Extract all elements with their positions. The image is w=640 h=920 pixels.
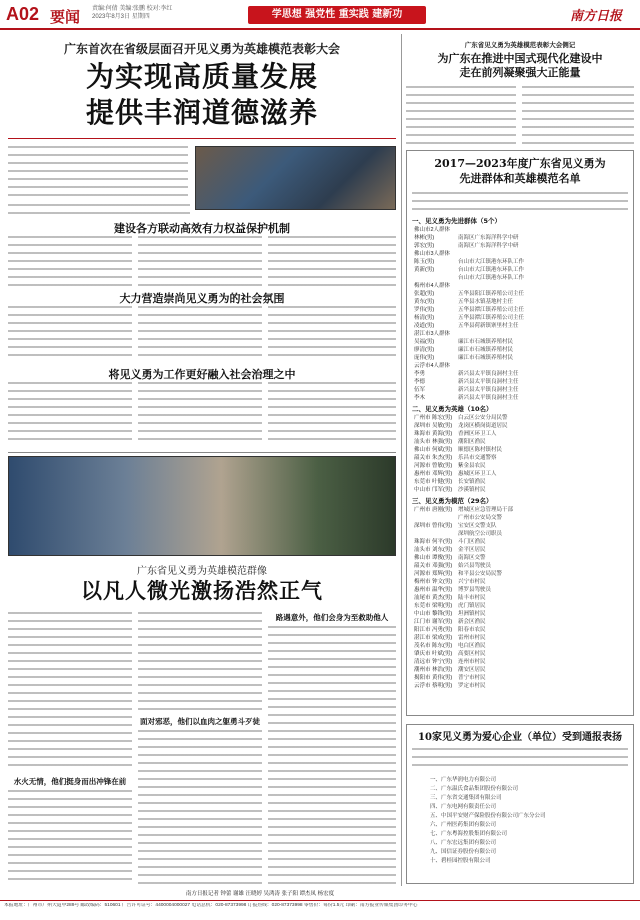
row-unit: 始兴县驾驶员: [458, 563, 492, 569]
newspaper-logo: 南方日报: [570, 9, 623, 24]
row-unit: 新兴县太平镇良洞村主任: [458, 379, 519, 385]
list-row: [414, 642, 628, 650]
list-row: [414, 258, 628, 266]
row-name: 珠海市 黄海(男): [414, 431, 453, 437]
row-name: 茂名市 陈东(男): [414, 643, 453, 649]
row-unit: 坦洲镇村民: [458, 611, 486, 617]
body-col-8: [138, 382, 262, 446]
feature-photo: [8, 456, 396, 556]
list-row: [414, 470, 628, 478]
right-title-line1: 为广东在推进中国式现代化建设中: [437, 52, 603, 65]
list-row: [414, 666, 628, 674]
row-name: 汕头市 刘东(男): [414, 547, 453, 553]
list-sec3-rows: [414, 506, 628, 690]
row-unit: 长安镇渔民: [458, 479, 486, 485]
row-name: 肇庆市 叶斌(男): [414, 651, 453, 657]
unit-item: 一、广东华润电力有限公司: [430, 777, 497, 783]
row-unit: 顺德区陈村镇村民: [458, 447, 503, 453]
row-unit: 南海区广东海洋科学中研: [458, 243, 519, 249]
list-row: [414, 478, 628, 486]
list-row: [414, 530, 628, 538]
list-row: [414, 422, 628, 430]
row-unit: 潮安区居民: [458, 667, 486, 673]
row-name: 江门市 谢军(男): [414, 619, 453, 625]
row-unit: 沙溪镇村民: [458, 487, 486, 493]
row-name: 深圳市 曾伟(男): [414, 523, 453, 529]
list-row: [414, 594, 628, 602]
list-row: [414, 586, 628, 594]
row-unit: 斗门区渔民: [458, 539, 486, 545]
row-unit: 香洲区环卫工人: [458, 431, 497, 437]
row-unit: 廉江市石城镇养殖村民: [458, 355, 514, 361]
list-row: [414, 362, 628, 370]
list-row: [414, 610, 628, 618]
row-name: 李木: [414, 395, 426, 401]
row-unit: 陆丰市村民: [458, 595, 486, 601]
row-unit: 龙岗区横岗街道居民: [458, 423, 508, 429]
row-name: 黄东(男): [414, 299, 435, 305]
unit-item: 六、广州医药集团有限公司: [430, 822, 497, 828]
row-unit: 南海区广东海洋科学中研: [458, 235, 519, 241]
list-row: [414, 674, 628, 682]
row-name: 汕头市 林强(男): [414, 439, 453, 445]
list-row: [414, 570, 628, 578]
list-row: [414, 266, 628, 274]
row-unit: 高要区村民: [458, 651, 486, 657]
list-row: [414, 650, 628, 658]
row-unit: 新兴县太平镇良洞村主任: [458, 387, 519, 393]
feature-col-2b: [138, 730, 262, 884]
list-row: [414, 538, 628, 546]
list-row: [414, 242, 628, 250]
row-name: 河源市 郑辉(男): [414, 571, 453, 577]
list-row: [414, 430, 628, 438]
row-unit: 南海区交警: [458, 555, 486, 561]
lead-title-line1: 为实现高质量发展: [85, 60, 318, 93]
list-row: [414, 506, 628, 514]
list-row: [414, 282, 628, 290]
row-name: 庞伟(男): [414, 355, 435, 361]
feature-subhead-3: 路遇意外，他们会身为至救助他人: [275, 613, 389, 622]
list-intro-text: [412, 192, 628, 212]
row-unit: 宝安区交警支队: [458, 523, 497, 529]
units-title: 10家见义勇为爱心企业（单位）受到通报表扬: [418, 732, 622, 743]
row-name: 吴福(男): [414, 339, 435, 345]
row-unit: 连州市村民: [458, 659, 486, 665]
row-unit: 五华县潭江镇养殖公司主任: [458, 307, 525, 313]
unit-item: 五、中国平安财产保险股份有限公司广东分公司: [430, 813, 546, 819]
row-unit: 深圳航空公司职员: [458, 531, 503, 537]
subhead-3: 将见义勇为工作更好融入社会治理之中: [108, 368, 296, 381]
list-sec3-label: 三、见义勇为模范（29名）: [412, 497, 493, 505]
row-name: 郭宏(男): [414, 243, 435, 249]
body-col-4: [8, 306, 132, 362]
lead-intro-text: [8, 146, 188, 202]
feature-title: 以凡人微光激扬浩然正气: [81, 578, 323, 603]
lead-title-line2: 提供丰润道德滋养: [85, 96, 318, 129]
list-row: [414, 658, 628, 666]
row-unit: 广州市公安局交警: [458, 515, 503, 521]
row-unit: 电白区渔民: [458, 643, 486, 649]
slogan-banner: 学思想 强党性 重实践 建新功: [248, 6, 426, 24]
lead-photo: [195, 146, 396, 210]
list-title-line1: 2017—2023年度广东省见义勇为: [434, 157, 606, 170]
row-name: 东莞市 梁明(男): [414, 603, 453, 609]
row-name: 广州市 陈宏(男): [414, 415, 453, 421]
body-col-3: [268, 236, 396, 286]
section-rule: [8, 452, 396, 453]
row-name: 杨清(男): [414, 315, 435, 321]
row-name: 揭阳市 黄伟(男): [414, 675, 453, 681]
row-unit: 博罗县驾驶员: [458, 587, 492, 593]
row-unit: 虎门镇居民: [458, 603, 486, 609]
row-name: 潮州市 林浩(男): [414, 667, 453, 673]
row-unit: 五华县水镇基地村主任: [458, 299, 514, 305]
list-sec1-rows: [414, 226, 628, 402]
row-name: 林彬(男): [414, 235, 435, 241]
lead-intro-text-2: [8, 204, 190, 214]
body-col-6: [268, 306, 396, 362]
row-name: 佛山市 谭俊(男): [414, 555, 453, 561]
list-row: [414, 290, 628, 298]
list-sec2-label: 二、见义勇为英雄（10名）: [412, 405, 493, 413]
list-row: [414, 634, 628, 642]
unit-item: 三、广东省交通集团有限公司: [430, 795, 502, 801]
row-unit: 白云区公安分局民警: [458, 415, 508, 421]
row-unit: 新兴县太平镇良洞村主任: [458, 371, 519, 377]
list-row: [414, 330, 628, 338]
row-unit: 增城区应急管理局干部: [458, 507, 514, 513]
list-sec2-rows: [414, 414, 628, 494]
issue-date: 2023年8月3日 星期四: [92, 14, 150, 20]
row-name: 佛山市2人群体: [414, 227, 451, 233]
row-name: 惠州市 温华(男): [414, 587, 453, 593]
row-name: 中山市 邝军(男): [414, 487, 453, 493]
list-sec1-label: 一、见义勇为先进群体（5个）: [412, 217, 502, 225]
lead-kicker: 广东首次在省级层面召开见义勇为英雄模范表彰大会: [63, 42, 340, 56]
row-unit: 五华县阳江镇养殖公司主任: [458, 291, 525, 297]
list-row: [414, 438, 628, 446]
list-row: [414, 486, 628, 494]
row-name: 罗伟(男): [414, 307, 435, 313]
unit-item: 七、广东粤海控股集团有限公司: [430, 831, 508, 837]
header-editors: [92, 5, 232, 21]
body-col-9: [268, 382, 396, 446]
row-unit: 阳春市农民: [458, 627, 486, 633]
feature-kicker: 广东省见义勇为英雄模范群像: [137, 566, 267, 577]
unit-item: 八、广东宏远集团有限公司: [430, 840, 497, 846]
feature-subhead-2: 面对邪恶，他们以血肉之躯勇斗歹徒: [140, 717, 260, 726]
row-name: 伍军: [414, 387, 426, 393]
row-unit: 罗定市村民: [458, 683, 486, 689]
feature-col-1: [8, 612, 132, 772]
row-name: 广州市 唐刚(男): [414, 507, 453, 513]
editors-line: 责编:何倩 美编:张鹏 校对:李红: [92, 6, 173, 12]
footer-info: 本报地址：广州市广州大道中289号 邮政编码：510601 广告许可证号：4400004000027 电话总机：020-87373998 订报热线：020-87373998 零售价：每份1.5元 印刷：南方报业传媒集团印务中心: [4, 903, 418, 908]
list-row: [414, 554, 628, 562]
row-unit: 普宁市村民: [458, 675, 486, 681]
row-unit: 五华县荷新镇寨里村主任: [458, 323, 519, 329]
row-name: 李德: [414, 379, 426, 385]
unit-item: 四、广东电网有限责任公司: [430, 804, 497, 810]
row-unit: 台山市大江镇港东环队工作: [458, 259, 525, 265]
row-name: 韶关市 邓强(男): [414, 563, 453, 569]
right-body-1: [406, 86, 516, 146]
row-name: 惠州市 邓辉(男): [414, 471, 453, 477]
row-unit: 乐昌市交通警察: [458, 455, 497, 461]
list-row: [414, 370, 628, 378]
section-code: A02: [6, 4, 40, 24]
units-list: [430, 776, 620, 866]
list-row: [414, 446, 628, 454]
list-row: [414, 378, 628, 386]
section-name: 要闻: [50, 8, 81, 26]
row-unit: 紫金县农民: [458, 463, 486, 469]
feature-col-3: [268, 626, 396, 884]
right-title-line2: 走在前列凝聚强大正能量: [459, 66, 581, 79]
list-row: [414, 274, 628, 282]
row-unit: 雷州市村民: [458, 635, 486, 641]
list-row: [414, 250, 628, 258]
row-name: 佛山市 何斌(男): [414, 447, 453, 453]
feature-col-1b: [8, 790, 132, 884]
list-row: [414, 314, 628, 322]
body-col-1: [8, 236, 132, 286]
row-unit: 台山市大江镇港东环队工作: [458, 275, 525, 281]
list-row: [414, 346, 628, 354]
row-name: 珠海市 何平(男): [414, 539, 453, 545]
row-unit: 新会区渔民: [458, 619, 486, 625]
right-kicker: 广东省见义勇为英雄模范表彰大会侧记: [464, 41, 576, 49]
unit-item: 二、广东温氏食品集团股份有限公司: [430, 786, 519, 792]
list-row: [414, 338, 628, 346]
row-unit: 惠城区环卫工人: [458, 471, 497, 477]
subhead-1: 建设各方联动高效有力权益保护机制: [114, 222, 290, 235]
list-row: [414, 682, 628, 690]
body-col-2: [138, 236, 262, 286]
unit-item: 九、国信证券股份有限公司: [430, 849, 497, 855]
row-unit: 五华县潭江镇养殖公司主任: [458, 315, 525, 321]
list-row: [414, 626, 628, 634]
row-name: 深圳市 吴敏(男): [414, 423, 453, 429]
row-unit: 金平区居民: [458, 547, 486, 553]
list-row: [414, 414, 628, 422]
list-row: [414, 462, 628, 470]
feature-col-2: [138, 612, 262, 712]
row-name: 东莞市 叶健(男): [414, 479, 453, 485]
row-unit: 廉江市石城镇养殖村民: [458, 347, 514, 353]
row-name: 陈玉(男): [414, 259, 435, 265]
subhead-2: 大力营造崇尚见义勇为的社会氛围: [119, 292, 285, 305]
list-row: [414, 522, 628, 530]
body-col-5: [138, 306, 262, 362]
row-name: 韶关市 朱杰(男): [414, 455, 453, 461]
list-row: [414, 386, 628, 394]
feature-subhead-1: 水火无情，他们挺身而出冲锋在前: [13, 777, 127, 786]
row-name: 张超(男): [414, 291, 435, 297]
row-name: 佛山市3人群体: [414, 251, 451, 257]
row-name: 云浮市 蔡明(男): [414, 683, 453, 689]
column-divider: [401, 34, 402, 886]
row-name: 河源市 曾敏(男): [414, 463, 453, 469]
list-row: [414, 306, 628, 314]
row-name: 湛江市3人群体: [414, 331, 451, 337]
row-unit: 潮阳区渔民: [458, 439, 486, 445]
row-name: 湛江市 梁成(男): [414, 635, 453, 641]
list-row: [414, 562, 628, 570]
row-name: 黄新(男): [414, 267, 435, 273]
list-row: [414, 322, 628, 330]
row-name: 中山市 黎锋(男): [414, 611, 453, 617]
list-row: [414, 602, 628, 610]
list-row: [414, 234, 628, 242]
row-unit: 台山市大江镇港东环队工作: [458, 267, 525, 273]
list-row: [414, 578, 628, 586]
row-name: 梅州市4人群体: [414, 283, 451, 289]
list-row: [414, 226, 628, 234]
list-row: [414, 394, 628, 402]
list-row: [414, 298, 628, 306]
title-rule: [8, 138, 396, 139]
list-row: [414, 354, 628, 362]
list-row: [414, 618, 628, 626]
row-name: 凌道(男): [414, 323, 435, 329]
row-name: 汕尾市 黄杰(男): [414, 595, 453, 601]
row-unit: 兴宁市村民: [458, 579, 486, 585]
row-unit: 和平县公安局民警: [458, 571, 503, 577]
row-unit: 新兴县太平镇良洞村主任: [458, 395, 519, 401]
row-name: 阳江市 冯勇(男): [414, 627, 453, 633]
row-name: 梅州市 钟文(男): [414, 579, 453, 585]
body-col-7: [8, 382, 132, 446]
row-name: 云浮市4人群体: [414, 363, 451, 369]
list-row: [414, 514, 628, 522]
list-row: [414, 454, 628, 462]
units-intro-text: [412, 748, 628, 772]
row-name: 清远市 钟宁(男): [414, 659, 453, 665]
reporter-line: 南方日报记者 钟蕾 谢雄 汪晓婷 吴鸿涛 张子阳 谭杰凤 杨宏度: [185, 891, 335, 897]
list-row: [414, 546, 628, 554]
row-unit: 廉江市石城镇养殖村民: [458, 339, 514, 345]
row-name: 李勇: [414, 371, 426, 377]
row-name: 廖清(男): [414, 347, 435, 353]
unit-item: 十、碧桂园控股有限公司: [430, 858, 491, 864]
right-body-2: [522, 86, 634, 146]
list-title-line2: 先进群体和英雄模范名单: [459, 172, 581, 185]
